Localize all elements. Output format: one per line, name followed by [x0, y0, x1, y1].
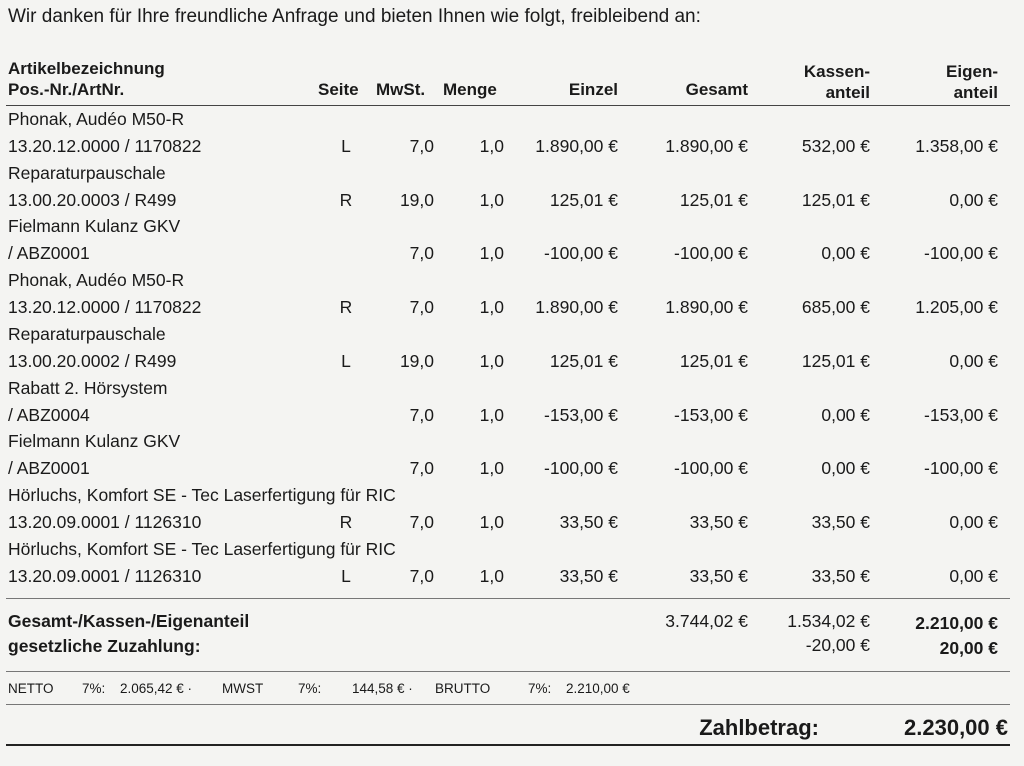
- brutto-rate: 7%:: [528, 681, 552, 696]
- brutto-label: BRUTTO: [435, 681, 491, 696]
- item-menge: 1,0: [479, 565, 504, 586]
- mwst-value: 144,58 € ·: [352, 681, 413, 696]
- item-menge: 1,0: [479, 511, 504, 532]
- zuzahlung-kasse: -20,00 €: [805, 635, 870, 655]
- netto-value: 2.065,42 € ·: [120, 681, 193, 696]
- item-kassenanteil: 125,01 €: [801, 189, 870, 210]
- item-eigenanteil: 0,00 €: [949, 565, 998, 586]
- item-gesamt: 125,01 €: [679, 350, 748, 371]
- item-gesamt: 125,01 €: [679, 189, 748, 210]
- item-einzel: 125,01 €: [549, 189, 618, 210]
- item-posnr: 13.20.09.0001 / 1126310: [8, 565, 202, 586]
- item-kassenanteil: 0,00 €: [821, 458, 870, 479]
- item-gesamt: 1.890,00 €: [665, 136, 748, 156]
- item-einzel: 33,50 €: [559, 511, 618, 532]
- item-posnr: / ABZ0001: [8, 243, 90, 264]
- item-name: Hörluchs, Komfort SE - Tec Laserfertigung für RIC: [8, 484, 396, 505]
- item-mwst: 7,0: [409, 243, 434, 264]
- netto-label: NETTO: [8, 681, 54, 696]
- item-menge: 1,0: [479, 243, 504, 264]
- item-menge: 1,0: [479, 350, 504, 371]
- item-seite: R: [339, 189, 353, 210]
- item-seite: R: [339, 297, 353, 318]
- item-mwst: 7,0: [409, 511, 434, 532]
- item-einzel: -153,00 €: [544, 404, 618, 425]
- item-posnr: / ABZ0001: [8, 458, 90, 479]
- header-gesamt: Gesamt: [685, 80, 748, 99]
- item-eigenanteil: -153,00 €: [924, 404, 998, 425]
- header-eigen-line1: Eigen-: [946, 62, 998, 81]
- totals-eigen: 2.210,00 €: [915, 613, 998, 633]
- item-kassenanteil: 0,00 €: [821, 404, 870, 425]
- item-gesamt: -153,00 €: [674, 404, 748, 425]
- item-posnr: 13.20.09.0001 / 1126310: [8, 511, 202, 532]
- tax-rule: [6, 704, 1010, 705]
- item-einzel: 33,50 €: [559, 565, 618, 586]
- item-seite: L: [341, 136, 351, 156]
- header-eigenanteil: [946, 61, 998, 103]
- item-name: Rabatt 2. Hörsystem: [8, 377, 168, 398]
- item-eigenanteil: 1.358,00 €: [915, 136, 998, 156]
- item-menge: 1,0: [479, 136, 504, 156]
- item-menge: 1,0: [479, 458, 504, 479]
- items-bottom-rule: [6, 598, 1010, 599]
- item-posnr: 13.00.20.0002 / R499: [8, 350, 177, 371]
- item-kassenanteil: 33,50 €: [811, 565, 870, 586]
- item-gesamt: 33,50 €: [689, 565, 748, 586]
- item-seite: L: [341, 565, 351, 586]
- zuzahlung-label: gesetzliche Zuzahlung:: [8, 636, 201, 656]
- item-kassenanteil: 0,00 €: [821, 243, 870, 264]
- item-kassenanteil: 33,50 €: [811, 511, 870, 532]
- totals-rule: [6, 671, 1010, 672]
- item-name: Reparaturpauschale: [8, 162, 166, 183]
- item-posnr: 13.20.12.0000 / 1170822: [8, 297, 202, 318]
- header-mwst: MwSt.: [376, 80, 426, 99]
- item-mwst: 7,0: [409, 404, 434, 425]
- item-mwst: 7,0: [409, 458, 434, 479]
- mwst-rate: 7%:: [298, 681, 322, 696]
- item-menge: 1,0: [479, 189, 504, 210]
- item-einzel: -100,00 €: [544, 458, 618, 479]
- item-einzel: -100,00 €: [544, 243, 618, 264]
- item-eigenanteil: 0,00 €: [949, 511, 998, 532]
- item-name: Phonak, Audéo M50-R: [8, 270, 185, 291]
- item-menge: 1,0: [479, 297, 504, 318]
- item-name: Hörluchs, Komfort SE - Tec Laserfertigung für RIC: [8, 538, 396, 559]
- header-rule: [6, 105, 1010, 106]
- totals-label: Gesamt-/Kassen-/Eigenanteil: [8, 611, 250, 631]
- item-name: Reparaturpauschale: [8, 323, 166, 344]
- item-mwst: 7,0: [409, 565, 434, 586]
- item-name: Phonak, Audéo M50-R: [8, 109, 185, 129]
- header-kassen-line1: Kassen-: [803, 62, 870, 81]
- item-einzel: 1.890,00 €: [535, 297, 618, 318]
- header-artikel-line2: Pos.-Nr./ArtNr.: [8, 80, 125, 99]
- totals-gesamt: 3.744,02 €: [665, 611, 748, 631]
- intro-text: Wir danken für Ihre freundliche Anfrage und bieten Ihnen wie folgt, freibleibend an:: [8, 6, 701, 27]
- header-artikel: [8, 58, 165, 100]
- item-seite: L: [341, 350, 351, 371]
- item-einzel: 125,01 €: [549, 350, 618, 371]
- item-eigenanteil: 1.205,00 €: [915, 297, 998, 318]
- item-gesamt: -100,00 €: [674, 243, 748, 264]
- zahlbetrag-value: 2.230,00 €: [904, 715, 1008, 740]
- item-gesamt: 33,50 €: [689, 511, 748, 532]
- item-mwst: 7,0: [409, 136, 434, 156]
- item-mwst: 19,0: [399, 350, 434, 371]
- item-kassenanteil: 685,00 €: [801, 297, 870, 318]
- header-menge: Menge: [443, 80, 497, 99]
- item-mwst: 19,0: [399, 189, 434, 210]
- item-eigenanteil: 0,00 €: [949, 350, 998, 371]
- totals-kasse: 1.534,02 €: [787, 611, 870, 631]
- item-gesamt: -100,00 €: [674, 458, 748, 479]
- item-kassenanteil: 125,01 €: [801, 350, 870, 371]
- item-posnr: 13.00.20.0003 / R499: [8, 189, 177, 210]
- item-name: Fielmann Kulanz GKV: [8, 216, 181, 237]
- item-posnr: 13.20.12.0000 / 1170822: [8, 136, 202, 156]
- item-seite: R: [339, 511, 353, 532]
- item-gesamt: 1.890,00 €: [665, 297, 748, 318]
- netto-rate: 7%:: [82, 681, 106, 696]
- item-eigenanteil: 0,00 €: [949, 189, 998, 210]
- header-eigen-line2: anteil: [953, 83, 998, 102]
- mwst-label: MWST: [222, 681, 264, 696]
- item-mwst: 7,0: [409, 297, 434, 318]
- header-artikel-line1: Artikelbezeichnung: [8, 59, 165, 78]
- header-einzel: Einzel: [568, 80, 618, 99]
- header-kassenanteil: [804, 61, 870, 103]
- item-einzel: 1.890,00 €: [535, 136, 618, 156]
- zahlbetrag-label: Zahlbetrag:: [699, 715, 819, 740]
- item-name: Fielmann Kulanz GKV: [8, 431, 181, 452]
- payment-rule: [6, 744, 1010, 746]
- item-eigenanteil: -100,00 €: [924, 458, 998, 479]
- header-kassen-line2: anteil: [825, 83, 870, 102]
- item-eigenanteil: -100,00 €: [924, 243, 998, 264]
- item-kassenanteil: 532,00 €: [801, 136, 870, 156]
- zuzahlung-eigen: 20,00 €: [939, 638, 998, 658]
- brutto-value: 2.210,00 €: [566, 681, 630, 696]
- item-menge: 1,0: [479, 404, 504, 425]
- header-seite: Seite: [318, 80, 359, 99]
- item-posnr: / ABZ0004: [8, 404, 90, 425]
